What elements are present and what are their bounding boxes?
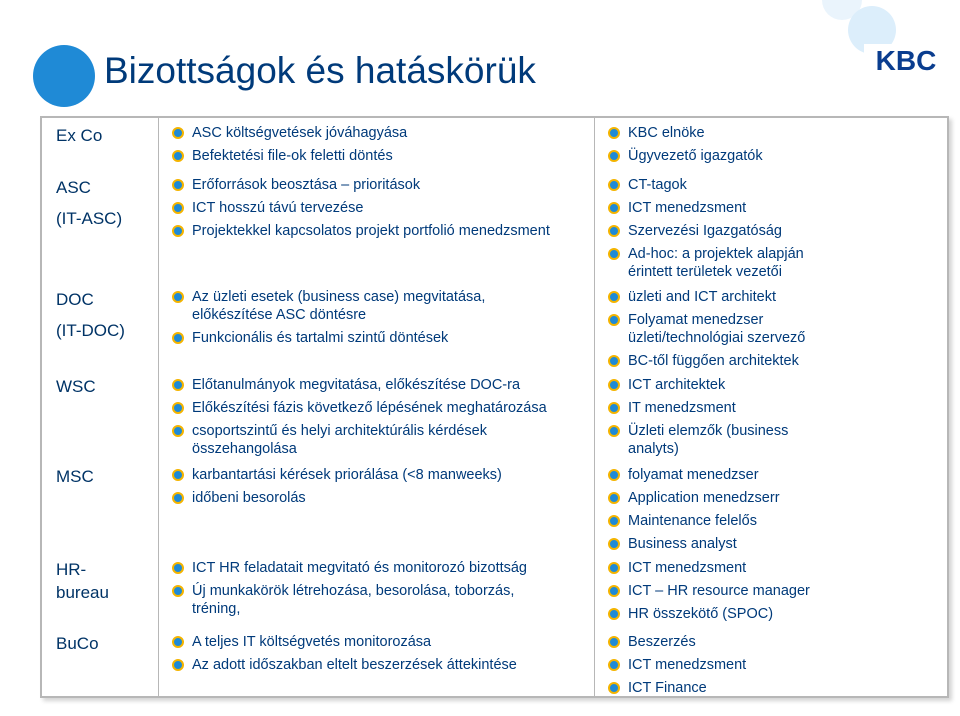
list-item: Beszerzés [606,633,926,651]
list-item: időbeni besorolás [170,489,615,507]
list-item: ICT menedzsment [606,656,926,674]
members-cell [606,176,926,286]
bullet-icon [172,636,184,648]
list-item: CT-tagok [606,176,926,194]
list-item: üzleti and ICT architekt [606,288,926,306]
bullet-icon [608,355,620,367]
bullet-icon [172,202,184,214]
list-item: ICT hosszú távú tervezése [170,199,615,217]
bullet-icon [172,332,184,344]
row-label [56,288,125,342]
bullet-icon [608,150,620,162]
list-item: KBC elnöke [606,124,926,142]
bullet-icon [608,585,620,597]
members-cell [606,124,926,170]
row-label-line: HR- [56,560,87,579]
row-label-line: Ex Co [56,126,103,145]
bullet-icon [608,202,620,214]
bullet-icon [608,127,620,139]
bullet-icon [608,682,620,694]
list-item: Erőforrások beosztása – prioritások [170,176,615,194]
list-item: Business analyst [606,535,926,553]
list-item: Funkcionális és tartalmi szintű döntések [170,329,615,347]
bullet-icon [172,150,184,162]
list-item: Ügyvezető igazgatók [606,147,926,165]
list-item: ASC költségvetések jóváhagyása [170,124,615,142]
bullet-icon [608,636,620,648]
kbc-logo-text: KBC [875,45,937,76]
list-item: Az üzleti esetek (business case) megvitatása, előkészítése ASC döntésre [170,288,615,324]
bullet-icon [608,608,620,620]
row-label-line: bureau [56,583,109,602]
row-label-line: (IT-ASC) [56,209,123,228]
page-title: Bizottságok és hatáskörük [104,50,536,91]
list-item: BC-től függően architektek [606,352,926,370]
committee-table [40,116,949,698]
bullet-icon [608,469,620,481]
tasks-cell [170,176,615,245]
list-item: ICT menedzsment [606,559,926,577]
list-item: ICT architektek [606,376,926,394]
bullet-icon [172,585,184,597]
row-label-line: (IT-DOC) [56,321,125,340]
bullet-icon [172,379,184,391]
row-label-line: BuCo [56,634,99,653]
bullet-icon [172,425,184,437]
members-cell [606,288,926,375]
bullet-icon [172,492,184,504]
list-item: Befektetési file-ok feletti döntés [170,147,615,165]
bullet-icon [608,291,620,303]
list-item: ICT menedzsment [606,199,926,217]
list-item: Az adott időszakban eltelt beszerzések áttekintése [170,656,615,674]
row-label [56,124,102,147]
bullet-icon [608,515,620,527]
bullet-icon [172,179,184,191]
column-divider [158,118,159,696]
bullet-icon [172,127,184,139]
bullet-icon [608,659,620,671]
bullet-icon [608,425,620,437]
row-label-line: ASC [56,178,91,197]
members-cell [606,376,926,463]
list-item: Előkészítési fázis következő lépésének meghatározása [170,399,615,417]
tasks-cell [170,466,615,512]
list-item: ICT HR feladatait megvitató és monitorozó bizottság [170,559,615,577]
members-cell [606,466,926,558]
bullet-icon [608,179,620,191]
kbc-logo [864,44,948,76]
decorative-circle [33,45,95,107]
bullet-icon [608,314,620,326]
tasks-cell [170,376,615,463]
bullet-icon [608,492,620,504]
bullet-icon [608,225,620,237]
tasks-cell [170,633,615,679]
list-item: HR összekötő (SPOC) [606,605,926,623]
bullet-icon [608,402,620,414]
row-label [56,375,96,398]
tasks-cell [170,124,615,170]
members-cell [606,559,926,628]
bullet-icon [172,659,184,671]
bullet-icon [608,562,620,574]
members-cell [606,633,926,702]
row-label [56,558,109,604]
row-label [56,465,94,488]
bullet-icon [608,538,620,550]
bullet-icon [172,562,184,574]
list-item: Projektekkel kapcsolatos projekt portfolió menedzsment [170,222,615,240]
list-item: IT menedzsment [606,399,926,417]
row-label-line: MSC [56,467,94,486]
row-label [56,176,122,230]
tasks-cell [170,288,615,352]
list-item: Maintenance felelős [606,512,926,530]
list-item: A teljes IT költségvetés monitorozása [170,633,615,651]
bullet-icon [608,379,620,391]
list-item: Folyamat menedzser üzleti/technológiai szervező [606,311,926,347]
bullet-icon [172,291,184,303]
list-item: Application menedzserr [606,489,926,507]
list-item: Ad-hoc: a projektek alapján érintett területek vezetői [606,245,926,281]
bullet-icon [172,402,184,414]
list-item: folyamat menedzser [606,466,926,484]
list-item: Előtanulmányok megvitatása, előkészítése DOC-ra [170,376,615,394]
list-item: Üzleti elemzők (business analyts) [606,422,926,458]
bullet-icon [172,469,184,481]
bullet-icon [608,248,620,260]
list-item: csoportszintű és helyi architektúrális kérdések összehangolása [170,422,615,458]
list-item: Szervezési Igazgatóság [606,222,926,240]
row-label-line: WSC [56,377,96,396]
list-item: Új munkakörök létrehozása, besorolása, toborzás, tréning, [170,582,615,618]
row-label [56,632,99,655]
bullet-icon [172,225,184,237]
list-item: ICT Finance [606,679,926,697]
list-item: ICT – HR resource manager [606,582,926,600]
row-label-line: DOC [56,290,94,309]
tasks-cell [170,559,615,623]
list-item: karbantartási kérések priorálása (<8 manweeks) [170,466,615,484]
